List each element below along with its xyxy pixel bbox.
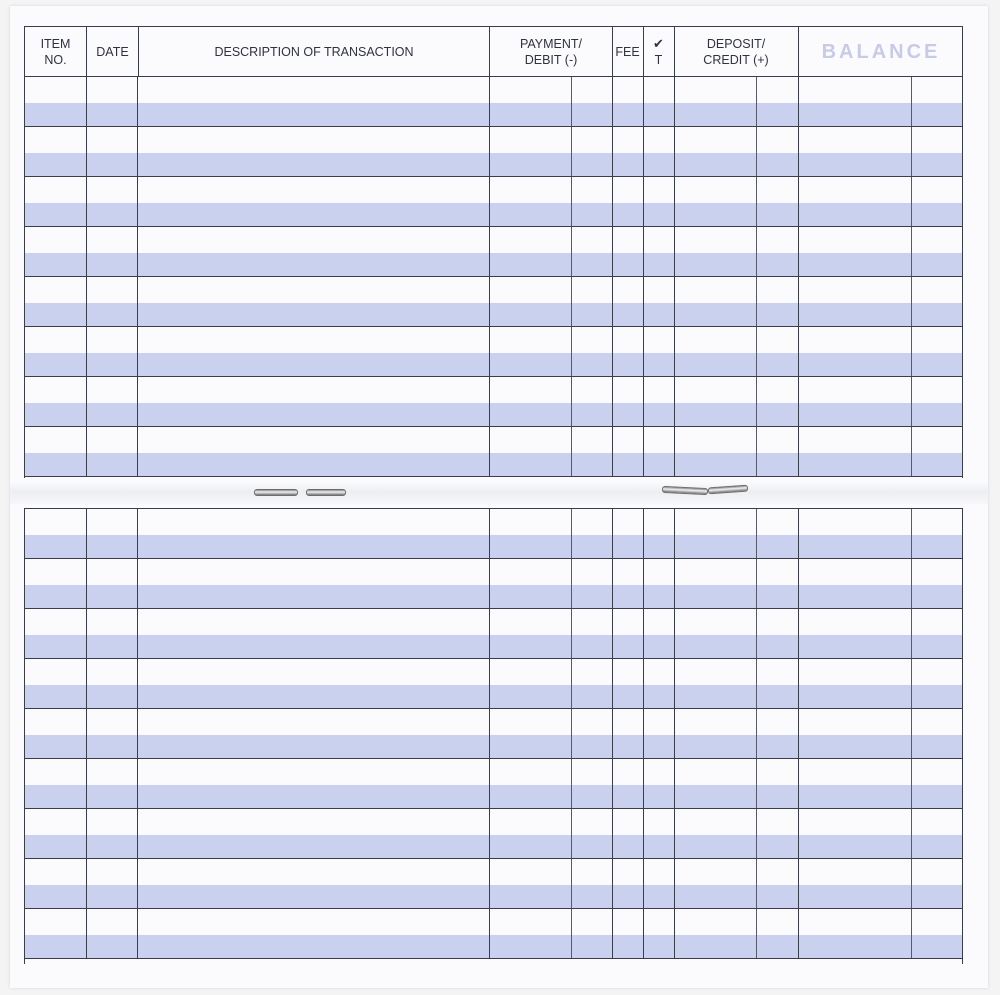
column-rule [674, 277, 675, 326]
column-rule [674, 227, 675, 276]
column-rule [137, 559, 138, 608]
column-rule [137, 609, 138, 658]
ledger-row [25, 327, 962, 377]
header-t: T [654, 52, 663, 67]
column-rule [911, 659, 912, 708]
column-rule [674, 127, 675, 176]
column-rule [756, 609, 757, 658]
ledger-row [25, 509, 962, 559]
column-rule [756, 227, 757, 276]
column-rule [86, 509, 87, 558]
column-rule [643, 609, 644, 658]
column-rule [911, 809, 912, 858]
column-rule [674, 177, 675, 226]
column-rule [137, 227, 138, 276]
ledger-row [25, 859, 962, 909]
column-rule [798, 809, 799, 858]
column-rule [911, 77, 912, 126]
row-shade-band [25, 303, 962, 326]
column-rule [571, 427, 572, 476]
column-rule [137, 277, 138, 326]
column-rule [643, 377, 644, 426]
ledger-row [25, 77, 962, 127]
column-rule [674, 327, 675, 376]
header-check-t [643, 27, 674, 76]
column-rule [86, 859, 87, 908]
column-rule [674, 559, 675, 608]
column-rule [489, 609, 490, 658]
column-rule [137, 709, 138, 758]
column-rule [798, 609, 799, 658]
column-rule [489, 427, 490, 476]
column-rule [643, 709, 644, 758]
column-rule [137, 327, 138, 376]
column-rule [756, 427, 757, 476]
ledger-row [25, 809, 962, 859]
row-shade-band [25, 153, 962, 176]
column-rule [643, 227, 644, 276]
header-balance: BALANCE [821, 40, 941, 63]
column-rule [798, 759, 799, 808]
column-rule [612, 377, 613, 426]
column-rule [911, 509, 912, 558]
ledger-row [25, 759, 962, 809]
column-rule [137, 177, 138, 226]
column-rule [571, 759, 572, 808]
column-rule [137, 427, 138, 476]
column-rule [571, 809, 572, 858]
ledger-row [25, 559, 962, 609]
column-rule [86, 77, 87, 126]
column-rule [571, 509, 572, 558]
header-payment-line2: DEBIT (-) [524, 52, 578, 67]
column-rule [489, 277, 490, 326]
column-rule [911, 709, 912, 758]
column-rule [756, 659, 757, 708]
column-rule [756, 77, 757, 126]
column-rule [612, 859, 613, 908]
column-rule [571, 77, 572, 126]
staple-left-a [254, 489, 298, 496]
column-rule [489, 709, 490, 758]
column-rule [571, 859, 572, 908]
column-rule [86, 377, 87, 426]
column-rule [674, 77, 675, 126]
column-rule [612, 509, 613, 558]
column-rule [86, 277, 87, 326]
column-rule [756, 327, 757, 376]
column-rule [643, 77, 644, 126]
header-payment-line1: PAYMENT/ [519, 36, 583, 51]
column-rule [571, 227, 572, 276]
register-section-bottom [24, 508, 963, 964]
column-rule [798, 377, 799, 426]
column-rule [612, 809, 613, 858]
register-rows-top [25, 77, 962, 477]
ledger-row [25, 127, 962, 177]
column-rule [643, 427, 644, 476]
column-rule [612, 427, 613, 476]
column-rule [756, 127, 757, 176]
column-rule [86, 909, 87, 958]
column-rule [489, 659, 490, 708]
column-rule [489, 177, 490, 226]
column-rule [674, 709, 675, 758]
column-rule [137, 809, 138, 858]
ledger-row [25, 427, 962, 477]
column-rule [674, 509, 675, 558]
column-rule [911, 759, 912, 808]
column-rule [612, 127, 613, 176]
column-rule [756, 809, 757, 858]
column-rule [612, 759, 613, 808]
column-rule [612, 559, 613, 608]
column-rule [86, 659, 87, 708]
column-rule [489, 227, 490, 276]
column-rule [86, 227, 87, 276]
column-rule [571, 177, 572, 226]
column-rule [911, 609, 912, 658]
column-rule [798, 327, 799, 376]
column-rule [489, 859, 490, 908]
row-shade-band [25, 535, 962, 558]
header-deposit-line2: CREDIT (+) [703, 52, 769, 67]
column-rule [86, 427, 87, 476]
column-rule [612, 277, 613, 326]
column-rule [798, 427, 799, 476]
ledger-row [25, 909, 962, 959]
column-rule [612, 659, 613, 708]
column-rule [137, 127, 138, 176]
column-rule [798, 659, 799, 708]
row-shade-band [25, 735, 962, 758]
column-rule [137, 509, 138, 558]
column-rule [643, 177, 644, 226]
column-rule [612, 327, 613, 376]
column-rule [756, 177, 757, 226]
column-rule [756, 277, 757, 326]
column-rule [798, 859, 799, 908]
column-rule [911, 559, 912, 608]
column-rule [798, 77, 799, 126]
column-rule [911, 427, 912, 476]
column-rule [612, 709, 613, 758]
row-shade-band [25, 635, 962, 658]
column-rule [911, 859, 912, 908]
column-rule [911, 909, 912, 958]
column-rule [674, 377, 675, 426]
column-rule [798, 509, 799, 558]
page-fold [10, 482, 988, 504]
column-rule [911, 277, 912, 326]
column-rule [86, 709, 87, 758]
header-deposit-credit [674, 27, 798, 76]
header-date: DATE [96, 44, 129, 59]
header-item-no-line1: ITEM [40, 36, 71, 51]
ledger-row [25, 377, 962, 427]
column-rule [798, 909, 799, 958]
column-rule [798, 709, 799, 758]
column-rule [86, 609, 87, 658]
ledger-row [25, 659, 962, 709]
column-rule [643, 909, 644, 958]
column-rule [489, 559, 490, 608]
row-shade-band [25, 935, 962, 958]
header-item-no-line2: NO. [44, 52, 67, 67]
column-rule [571, 659, 572, 708]
header-item-no [25, 27, 86, 76]
column-rule [612, 909, 613, 958]
ledger-row [25, 177, 962, 227]
column-rule [86, 809, 87, 858]
column-rule [86, 559, 87, 608]
column-rule [643, 509, 644, 558]
column-rule [571, 909, 572, 958]
column-rule [643, 809, 644, 858]
row-shade-band [25, 403, 962, 426]
column-rule [643, 127, 644, 176]
header-deposit-line1: DEPOSIT/ [706, 36, 766, 51]
column-rule [798, 277, 799, 326]
column-rule [571, 127, 572, 176]
register-rows-bottom [25, 509, 962, 959]
register-section-top [24, 26, 963, 478]
column-rule [137, 77, 138, 126]
column-rule [643, 559, 644, 608]
column-rule [137, 759, 138, 808]
column-rule [489, 377, 490, 426]
column-rule [571, 709, 572, 758]
column-rule [489, 509, 490, 558]
ledger-row [25, 277, 962, 327]
row-shade-band [25, 203, 962, 226]
column-rule [756, 709, 757, 758]
row-shade-band [25, 103, 962, 126]
column-rule [674, 609, 675, 658]
checkmark-icon: ✔ [653, 35, 664, 51]
column-rule [674, 909, 675, 958]
column-rule [756, 759, 757, 808]
column-rule [756, 377, 757, 426]
row-shade-band [25, 685, 962, 708]
column-rule [612, 177, 613, 226]
column-rule [911, 377, 912, 426]
row-shade-band [25, 585, 962, 608]
column-rule [643, 659, 644, 708]
column-rule [137, 909, 138, 958]
column-rule [612, 227, 613, 276]
column-rule [756, 909, 757, 958]
column-header-row [25, 27, 962, 77]
column-rule [674, 759, 675, 808]
row-shade-band [25, 785, 962, 808]
column-rule [798, 177, 799, 226]
column-rule [643, 277, 644, 326]
column-rule [571, 609, 572, 658]
row-shade-band [25, 885, 962, 908]
column-rule [674, 427, 675, 476]
column-rule [798, 127, 799, 176]
column-rule [911, 227, 912, 276]
column-rule [911, 327, 912, 376]
column-rule [571, 377, 572, 426]
column-rule [489, 909, 490, 958]
column-rule [612, 609, 613, 658]
column-rule [86, 327, 87, 376]
column-rule [137, 859, 138, 908]
column-rule [674, 809, 675, 858]
staple-left-b [306, 489, 346, 496]
column-rule [489, 809, 490, 858]
column-rule [674, 659, 675, 708]
column-rule [571, 277, 572, 326]
column-rule [489, 759, 490, 808]
column-rule [86, 177, 87, 226]
column-rule [86, 759, 87, 808]
column-rule [137, 377, 138, 426]
column-rule [489, 327, 490, 376]
row-shade-band [25, 453, 962, 476]
row-shade-band [25, 253, 962, 276]
column-rule [643, 759, 644, 808]
header-fee: FEE [615, 44, 640, 59]
ledger-row [25, 609, 962, 659]
ledger-row [25, 227, 962, 277]
row-shade-band [25, 353, 962, 376]
column-rule [571, 327, 572, 376]
column-rule [612, 77, 613, 126]
column-rule [489, 127, 490, 176]
column-rule [756, 859, 757, 908]
column-rule [643, 859, 644, 908]
column-rule [756, 509, 757, 558]
header-payment-debit [490, 27, 612, 76]
ledger-row [25, 709, 962, 759]
column-rule [674, 859, 675, 908]
row-shade-band [25, 835, 962, 858]
column-rule [911, 127, 912, 176]
column-rule [756, 559, 757, 608]
column-rule [137, 659, 138, 708]
column-rule [489, 77, 490, 126]
column-rule [86, 127, 87, 176]
column-rule [911, 177, 912, 226]
column-rule [643, 327, 644, 376]
column-rule [798, 227, 799, 276]
column-rule [798, 559, 799, 608]
column-rule [571, 559, 572, 608]
header-description: DESCRIPTION OF TRANSACTION [214, 44, 414, 59]
